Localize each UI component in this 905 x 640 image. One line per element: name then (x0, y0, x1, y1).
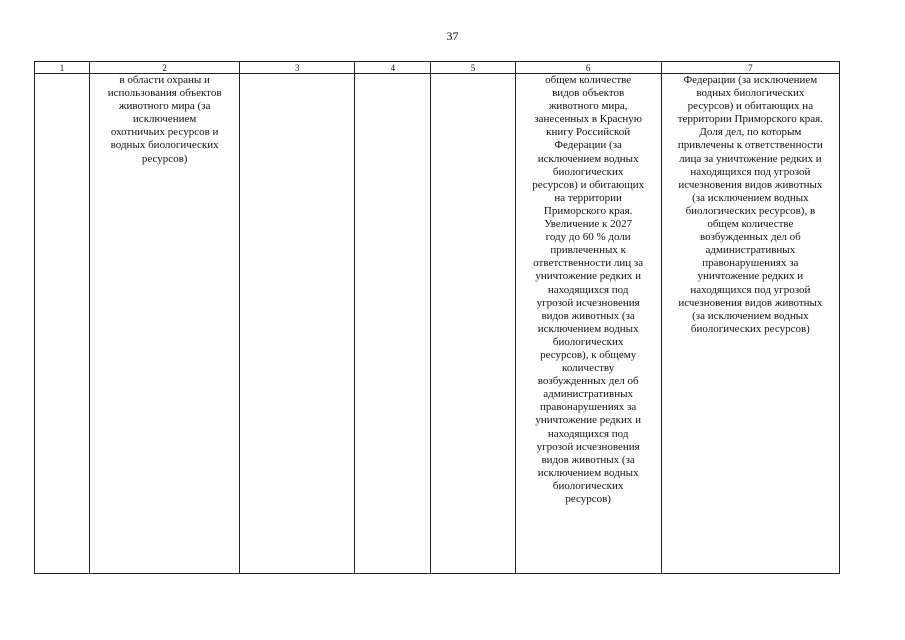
table-header-row (35, 62, 840, 74)
cell-col2-text: в области охраны и использования объектов животного мира (за исключением охотничьих ресурсов и водных биологических ресурсов) (107, 74, 222, 165)
cell-col6 (515, 74, 661, 574)
cell-col7 (661, 74, 839, 574)
column-header-1: 1 (35, 62, 90, 74)
column-header-5: 5 (431, 62, 515, 74)
column-header-2: 2 (90, 62, 240, 74)
cell-col5 (431, 74, 515, 574)
cell-col1 (35, 74, 90, 574)
page-number: 37 (446, 29, 459, 43)
cell-col2 (90, 74, 240, 574)
cell-col4 (355, 74, 431, 574)
column-header-3: 3 (240, 62, 355, 74)
document-table (34, 61, 840, 574)
cell-col3 (240, 74, 355, 574)
column-header-6: 6 (515, 62, 661, 74)
column-header-7: 7 (661, 62, 839, 74)
cell-col6-text: общем количестве видов объектов животного мира, занесенных в Красную книгу Российской Федерации (за исключением водных биологических ресурсов) и обитающих на территории Приморского края. Увеличение к 2027 году до 60 % доли привлеченных к ответственности лиц за уничтожение редких и находящихся под угрозой исчезновения видов животных (за исключением водных биологических ресурсов), к общему количеству возбужденных дел об административных правонарушениях за уничтожение редких и находящихся под угрозой исчезновения видов животных (за исключением водных биологических ресурсов) (532, 74, 645, 505)
table-row (35, 74, 840, 574)
cell-col7-text: Федерации (за исключением водных биологических ресурсов) и обитающих на территории Приморского края. Доля дел, по которым привлечены к ответственности лица за уничтожение редких и находящихся под угрозой исчезновения видов животных (за исключением водных биологических ресурсов), в общем количестве возбужденных дел об административных правонарушениях за уничтожение редких и находящихся под угрозой исчезновения видов животных (за исключением водных биологических ресурсов) (677, 74, 823, 335)
column-header-4: 4 (355, 62, 431, 74)
